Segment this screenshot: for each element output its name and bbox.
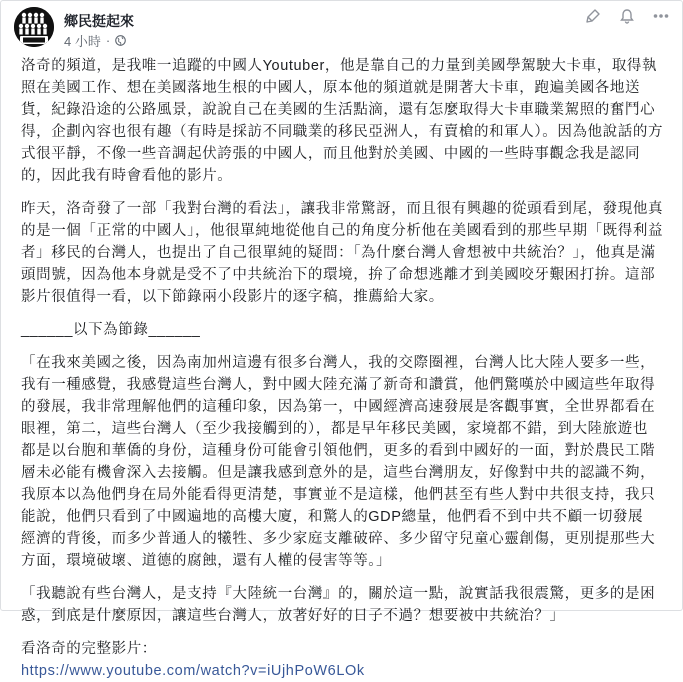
globe-icon (115, 35, 126, 46)
video-intro: 看洛奇的完整影片： (21, 641, 157, 657)
more-icon[interactable] (652, 7, 670, 25)
post-actions-top (584, 7, 670, 25)
avatar-logo-icon (14, 7, 54, 47)
timestamp[interactable]: 4 小時 (64, 34, 101, 49)
excerpt-divider: ______以下為節錄______ (21, 322, 201, 338)
post-meta (64, 31, 126, 50)
bookmark-icon[interactable] (584, 7, 602, 25)
separator-dot: · (105, 33, 111, 48)
quote-2: 「我聽說有些台灣人，是支持『大陸統一台灣』的，關於這一點，說實話我很震驚，更多的是困惑，到底是什麼原因，讓這些台灣人，放著好好的日子不過？想要被中共統治？」 (21, 586, 656, 624)
video-link[interactable]: https://www.youtube.com/watch?v=iUjhPoW6LOk (21, 663, 365, 679)
avatar[interactable] (14, 7, 54, 47)
paragraph-yesterday: 昨天，洛奇發了一部「我對台灣的看法」，讓我非常驚訝，而且很有興趣的從頭看到尾，發現他真的是一個「正常的中國人」，他很單純地從他自己的角度分析他在美國看到的那些早期「既得利益者」移民的台灣人，也提出了自己很單純的疑問：「為什麼台灣人會想被中共統治？」，他真是滿頭問號，因為他本身就是受不了中共統治下的環境，拚了命想逃離才到美國咬牙艱困打拚。這部影片很值得一看，以下節錄兩小段影片的逐字稿，推薦給大家。 (21, 201, 664, 305)
notification-icon[interactable] (618, 7, 636, 25)
post-body (21, 55, 664, 682)
paragraph-intro: 洛奇的頻道，是我唯一追蹤的中國人Youtuber，他是靠自己的力量到美國學駕駛大卡車，取得執照在美國工作、想在美國落地生根的中國人，原本他的頻道就是開著大卡車，跑遍美國各地送貨，紀錄沿途的公路風景，說說自己在美國的生活點滴，還有怎麼取得大卡車職業駕照的奮鬥心得，企劃內容也很有趣（有時是採訪不同職業的移民亞洲人，有賣槍的和軍人）。因為他說話的方式很平靜，不像一些音調起伏誇張的中國人，而且他對於美國、中國的一些時事觀念我是認同的，因此我有時會看他的影片。 (21, 58, 664, 184)
page-name[interactable]: 鄉民挺起來 (64, 13, 134, 29)
quote-1: 「在我來美國之後，因為南加州這邊有很多台灣人，我的交際圈裡，台灣人比大陸人要多一些，我有一種感覺，我感覺這些台灣人，對中國大陸充滿了新奇和讚賞，他們驚嘆於中國這些年取得的發展，我非常理解他們的這種印象，因為第一，中國經濟高速發展是客觀事實，全世界都看在眼裡，第二，這些台灣人（至少我接觸到的），都是早年移民美國，家境都不錯，到大陸旅遊也都是以台胞和華僑的身份，這種身份可能會引領他們，更多的看到中國好的一面，對於農民工階層未必能有機會深入去接觸。但是讓我感到意外的是，這些台灣朋友，好像對中共的認識不夠，我原本以為他們身在局外能看得更清楚，事實並不是這樣，他們甚至有些人對中共很支持，我只能說，他們只看到了中國遍地的高樓大廈，和驚人的GDP總量，他們看不到中共不顧一切發展經濟的背後，而多少普通人的犧牲、多少家庭支離破碎、多少留守兒童心靈創傷，更別提那些大方面，環境破壞、道德的腐蝕，還有人權的侵害等等。」 (21, 355, 656, 569)
post-header (14, 7, 670, 47)
